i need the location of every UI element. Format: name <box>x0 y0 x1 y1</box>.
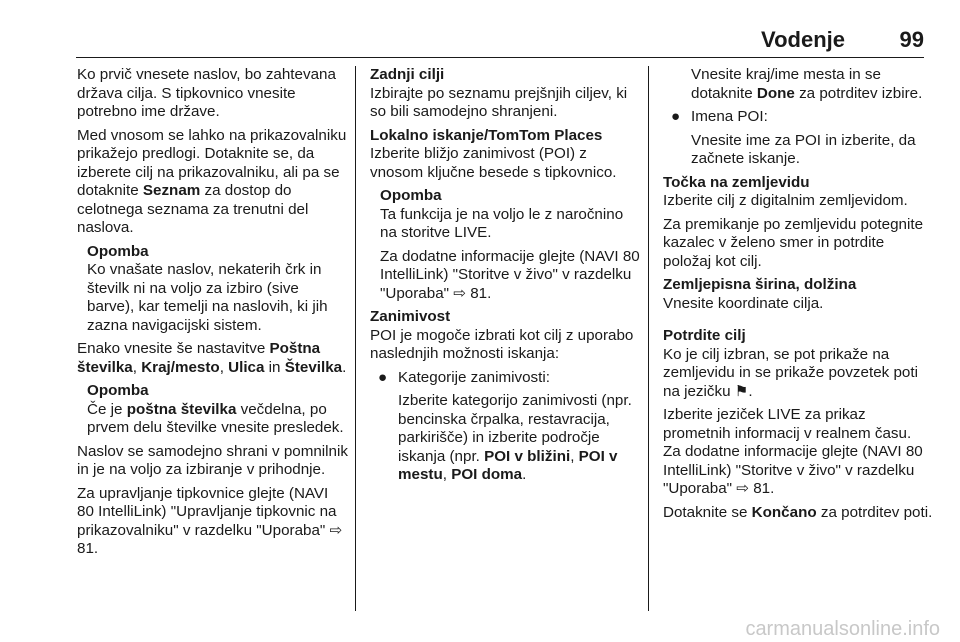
text: , <box>219 358 229 376</box>
note-text: Ta funkcija je na voljo le z naročnino na storitve LIVE. <box>380 205 624 241</box>
list-item-text <box>398 392 640 485</box>
text: Med vnosom se lahko na prikazovalniku prikažejo predlogi. Dotaknite se, da izberete cilj na prikazovalniku, ali pa se dotaknite <box>77 126 347 199</box>
list-item <box>370 369 640 485</box>
list-item-continued <box>663 66 933 103</box>
column-1 <box>77 66 349 564</box>
term: POI doma <box>451 466 523 483</box>
paragraph: Za premikanje po zemljevidu potegnite kazalec v želeno smer in potrdite položaj kot cilj. <box>663 215 924 270</box>
term: Kraj/mesto <box>141 358 220 376</box>
text: Vnesite kraj/ime mesta in se dotaknite <box>691 66 881 102</box>
note-box <box>87 382 349 438</box>
list-item-text <box>691 66 933 103</box>
paragraph: Izberite jeziček LIVE za prikaz prometnih informacij v realnem času. Za dodatne informacije glejte (NAVI 80 IntelliLink) "Storitve v živo" v razdelku "Uporaba" ⇨ 81. <box>663 406 923 497</box>
text: za potrditev izbire. <box>794 84 923 102</box>
paragraph <box>663 504 933 523</box>
term: Končano <box>751 503 817 521</box>
section-heading: Zemljepisna širina, dolžina <box>663 276 857 293</box>
text: Enako vnesite še nastavitve <box>77 340 270 357</box>
paragraph: Za upravljanje tipkovnice glejte (NAVI 80 IntelliLink) "Upravljanje tipkovnic na prikazovalniku" v razdelku "Uporaba" ⇨ 81. <box>77 484 343 557</box>
text: , <box>132 358 142 376</box>
bullet-list-continued <box>663 66 933 169</box>
header-rule <box>76 57 924 58</box>
bullet-list <box>370 369 640 485</box>
section-heading: Lokalno iskanje/TomTom Places <box>370 126 603 144</box>
paragraph: Izbirajte po seznamu prejšnjih ciljev, ki so bili samodejno shranjeni. <box>370 84 628 120</box>
paragraph: Ko prvič vnesete naslov, bo zahtevana država cilja. S tipkovnico vnesite potrebno ime države. <box>77 66 336 120</box>
paragraph: Naslov se samodejno shrani v pomnilnik in je na voljo za izbiranje v prihodnje. <box>77 442 348 478</box>
section-heading: Zanimivost <box>370 308 451 325</box>
text: za potrditev poti. <box>816 503 933 521</box>
term: POI v bližini <box>484 447 571 465</box>
term-seznam: Seznam <box>142 182 201 199</box>
column-2 <box>370 66 640 490</box>
note-text: Ko vnašate naslov, nekaterih črk in številk ni na voljo za izbiro (sive barve), kar temelji na naslovih, ki jih zazna navigacijski sistem. <box>87 261 328 334</box>
term: poštna številka <box>126 400 237 418</box>
bullet-icon: ● <box>671 108 681 125</box>
note-text <box>87 401 349 438</box>
list-item-title: Kategorije zanimivosti: <box>398 368 550 386</box>
term: Done <box>756 84 795 102</box>
text: , <box>442 466 452 483</box>
list-item <box>663 108 933 169</box>
text: , <box>570 447 579 465</box>
term: POI v mestu <box>398 447 618 483</box>
watermark: carmanualsonline.info <box>745 618 940 640</box>
paragraph: Ko je cilj izbran, se pot prikaže na zemljevidu in se prikaže povzetek poti na jezičku ⚑. <box>663 345 918 400</box>
term: Ulica <box>228 358 265 376</box>
paragraph <box>77 340 349 377</box>
note-text: Za dodatne informacije glejte (NAVI 80 IntelliLink) "Storitve v živo" v razdelku "Uporaba" ⇨ 81. <box>380 247 640 302</box>
text: Izberite kategorijo zanimivosti (npr. bencinska črpalka, restavracija, parkirišče) in izberite področje iskanja (npr. <box>398 392 632 465</box>
column-3 <box>663 66 933 527</box>
paragraph: Izberite cilj z digitalnim zemljevidom. <box>663 192 908 209</box>
note-title: Opomba <box>87 382 149 399</box>
section-heading: Točka na zemljevidu <box>663 173 810 191</box>
list-item-title: Imena POI: <box>691 108 768 125</box>
note-title: Opomba <box>380 187 442 204</box>
text: Če je <box>87 400 127 418</box>
page-number: 99 <box>899 27 924 52</box>
paragraph: Vnesite koordinate cilja. <box>663 294 824 312</box>
bullet-icon: ● <box>378 368 388 386</box>
paragraph <box>77 127 349 238</box>
text: . <box>522 466 527 483</box>
term: Poštna številka <box>77 340 321 376</box>
text: večdelna, po prvem delu številke vnesite presledek. <box>87 400 344 436</box>
column-divider-2 <box>648 66 649 611</box>
paragraph: Izberite bližjo zanimivost (POI) z vnosom ključne besede s tipkovnico. <box>370 145 617 181</box>
term: Številka <box>284 358 343 376</box>
section-heading: Potrdite cilj <box>663 327 746 344</box>
text: Dotaknite se <box>663 503 752 521</box>
note-box <box>380 187 640 303</box>
page-header <box>0 0 960 58</box>
page-title: Vodenje <box>761 27 845 52</box>
note-box <box>87 243 349 336</box>
column-divider-1 <box>355 66 356 611</box>
text: za dostop do celotnega seznama za trenutni del naslova. <box>77 182 309 236</box>
section-heading: Zadnji cilji <box>370 66 445 83</box>
paragraph: POI je mogoče izbrati kot cilj z uporabo naslednjih možnosti iskanja: <box>370 326 634 362</box>
text: in <box>264 358 285 376</box>
list-item-text: Vnesite ime za POI in izberite, da začnete iskanje. <box>691 131 916 167</box>
text: . <box>342 358 347 376</box>
note-title: Opomba <box>87 242 149 260</box>
